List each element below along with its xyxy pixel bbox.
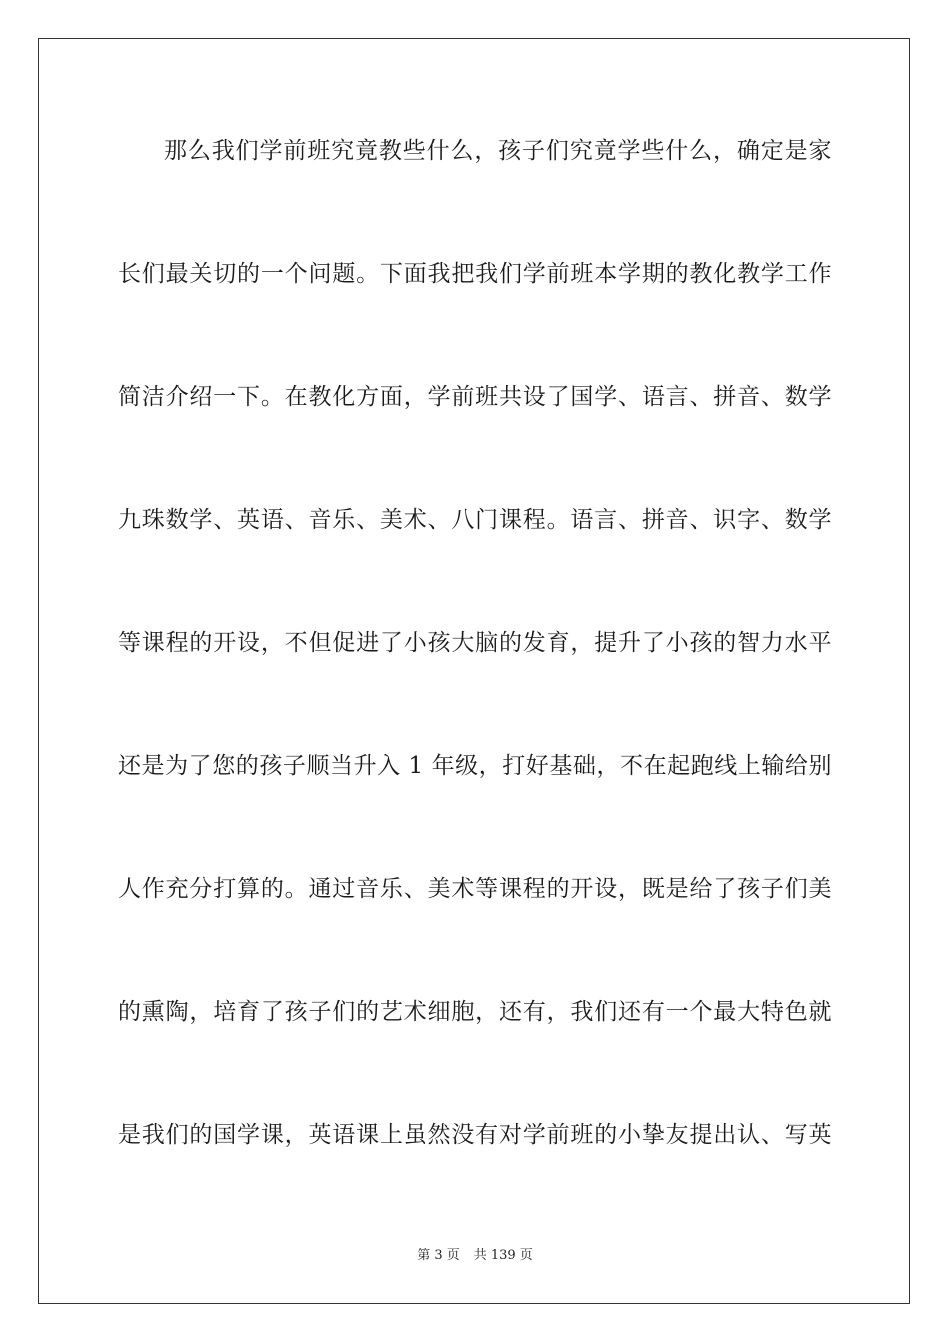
paragraph-line: 的熏陶，培育了孩子们的艺术细胞，还有，我们还有一个最大特色就 [118,999,832,1025]
paragraph-line: 那么我们学前班究竟教些什么，孩子们究竟学些什么，确定是家 [164,138,832,164]
paragraph-line: 简洁介绍一下。在教化方面，学前班共设了国学、语言、拼音、数学 [118,384,832,410]
page-total: 共 139 页 [473,1248,533,1263]
page-number: 第 3 页 [417,1248,460,1263]
paragraph-line: 还是为了您的孩子顺当升入 1 年级，打好基础，不在起跑线上输给别 [118,753,832,779]
paragraph-line: 等课程的开设，不但促进了小孩大脑的发育，提升了小孩的智力水平 [118,630,832,656]
paragraph-line: 人作充分打算的。通过音乐、美术等课程的开设，既是给了孩子们美 [118,876,832,902]
page-footer [0,1247,950,1265]
paragraph-line: 长们最关切的一个问题。下面我把我们学前班本学期的教化教学工作 [118,261,832,287]
page-border [38,38,910,1304]
paragraph-line: 九珠数学、英语、音乐、美术、八门课程。语言、拼音、识字、数学 [118,507,832,533]
paragraph-line: 是我们的国学课，英语课上虽然没有对学前班的小挚友提出认、写英 [118,1122,832,1148]
